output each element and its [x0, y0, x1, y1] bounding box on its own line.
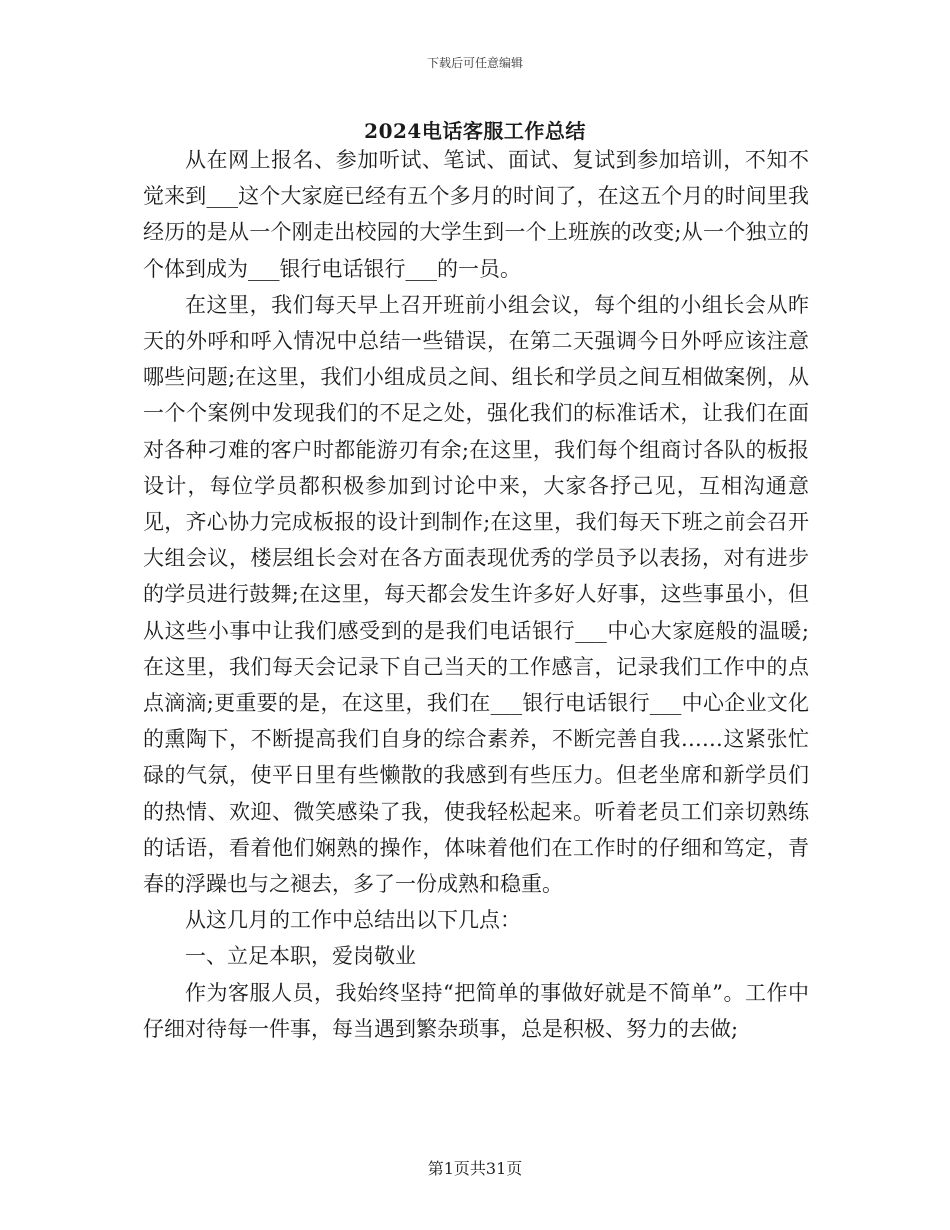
section-heading: 一、立足本职，爱岗敬业	[185, 944, 416, 969]
header-note: 下载后可任意编辑	[426, 56, 523, 70]
page-number: 第1页共31页	[427, 1159, 523, 1178]
paragraph: 从在网上报名、参加听试、笔试、面试、复试到参加培训，不知不觉来到___这个大家庭已经有五个多月的时间了，在这五个月的时间里我经历的是从一个刚走出校园的大学生到一个上班族的改变;从一个独立的个体到成为___银行电话银行___的一员。	[143, 148, 809, 281]
paragraph: 在这里，我们每天早上召开班前小组会议，每个组的小组长会从昨天的外呼和呼入情况中总结一些错误，在第二天强调今日外呼应该注意哪些问题;在这里，我们小组成员之间、组长和学员之间互相做案例，从一个个案例中发现我们的不足之处，强化我们的标准话术，让我们在面对各种刁难的客户时都能游刃有余;在这里，我们每个组商讨各队的板报设计，每位学员都积极参加到讨论中来，大家各抒己见，互相沟通意见，齐心协力完成板报的设计到制作;在这里，我们每天下班之前会召开大组会议，楼层组长会对在各方面表现优秀的学员予以表扬，对有进步的学员进行鼓舞;在这里，每天都会发生许多好人好事，这些事虽小，但从这些小事中让我们感受到的是我们电话银行___中心大家庭般的温暖;在这里，我们每天会记录下自己当天的工作感言，记录我们工作中的点点滴滴;更重要的是，在这里，我们在___银行电话银行___中心企业文化的熏陶下，不断提高我们自身的综合素养，不断完善自我……这紧张忙碌的气氛，使平日里有些懒散的我感到有些压力。但老坐席和新学员们的热情、欢迎、微笑感染了我，使我轻松起来。听着老员工们亲切熟练的话语，看着他们娴熟的操作，体味着他们在工作时的仔细和笃定，青春的浮躁也与之褪去，多了一份成熟和稳重。	[143, 292, 809, 897]
document-title: 2024电话客服工作总结	[364, 119, 586, 143]
paragraph: 作为客服人员，我始终坚持“把简单的事做好就是不简单”。工作中仔细对待每一件事，每当遇到繁杂琐事，总是积极、努力的去做;	[143, 980, 809, 1041]
paragraph: 从这几月的工作中总结出以下几点：	[185, 908, 521, 933]
document-body	[143, 142, 809, 1047]
